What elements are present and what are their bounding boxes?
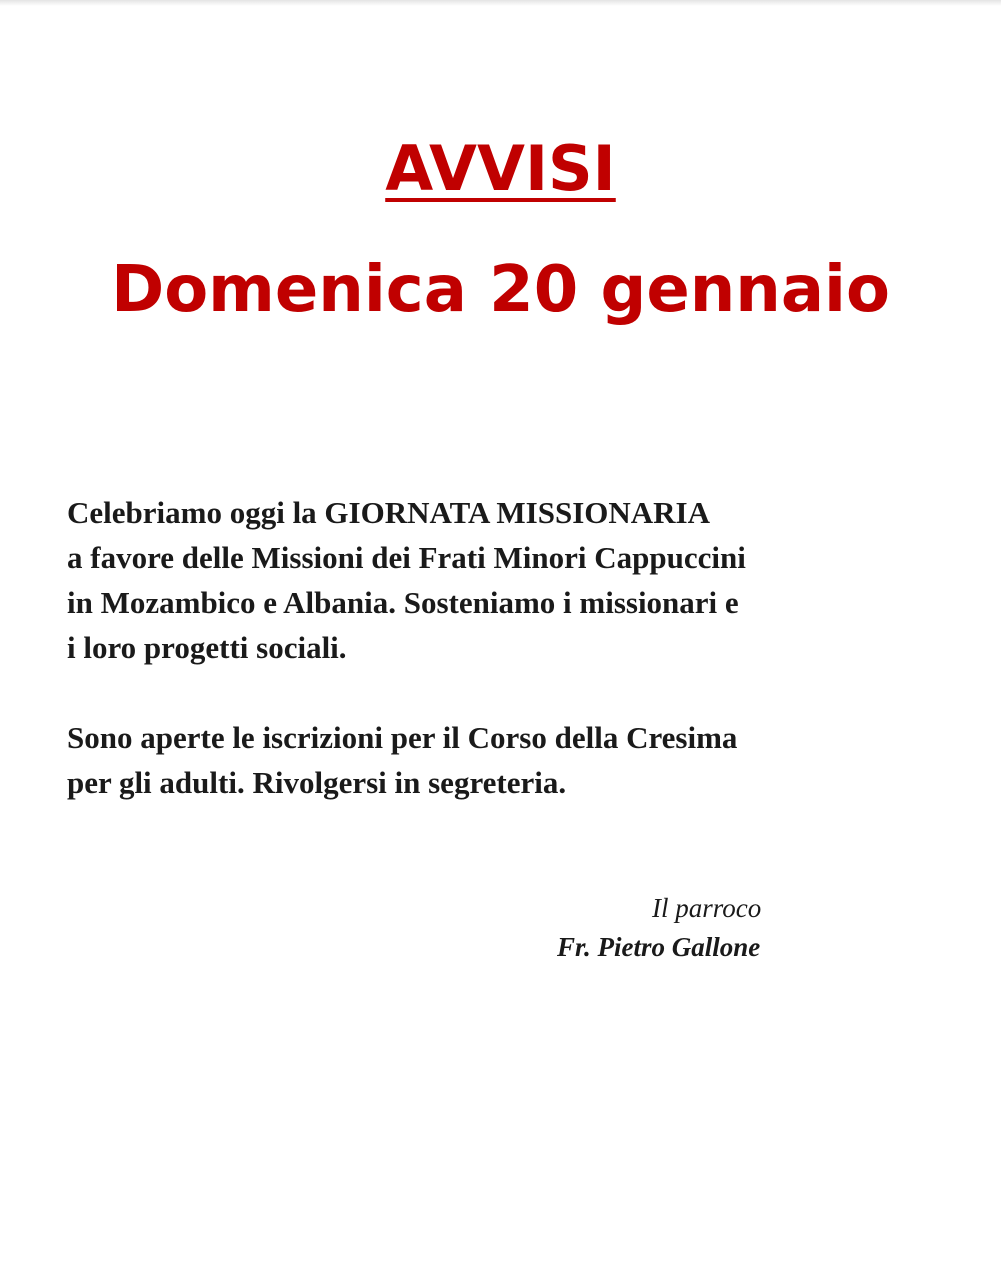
announcement-line: in Mozambico e Albania. Sosteniamo i missionari e [67, 585, 739, 620]
announcement-line: per gli adulti. Rivolgersi in segreteria. [67, 765, 567, 800]
announcement-line: Sono aperte le iscrizioni per il Corso della Cresima [67, 720, 738, 755]
announcement-missionary-day [67, 490, 947, 670]
announcement-line: Celebriamo oggi la GIORNATA MISSIONARIA [67, 495, 710, 530]
signature-role: Il parroco [652, 893, 762, 923]
announcement-confirmation-course [67, 715, 947, 805]
announcement-line: i loro progetti sociali. [67, 630, 347, 665]
announcement-line: a favore delle Missioni dei Frati Minori Cappuccini [67, 540, 746, 575]
page-top-edge [0, 0, 1001, 6]
page-title: AVVISI [385, 132, 616, 205]
signature-name: Fr. Pietro Gallone [557, 932, 761, 962]
page-date-heading: Domenica 20 gennaio [111, 253, 890, 327]
